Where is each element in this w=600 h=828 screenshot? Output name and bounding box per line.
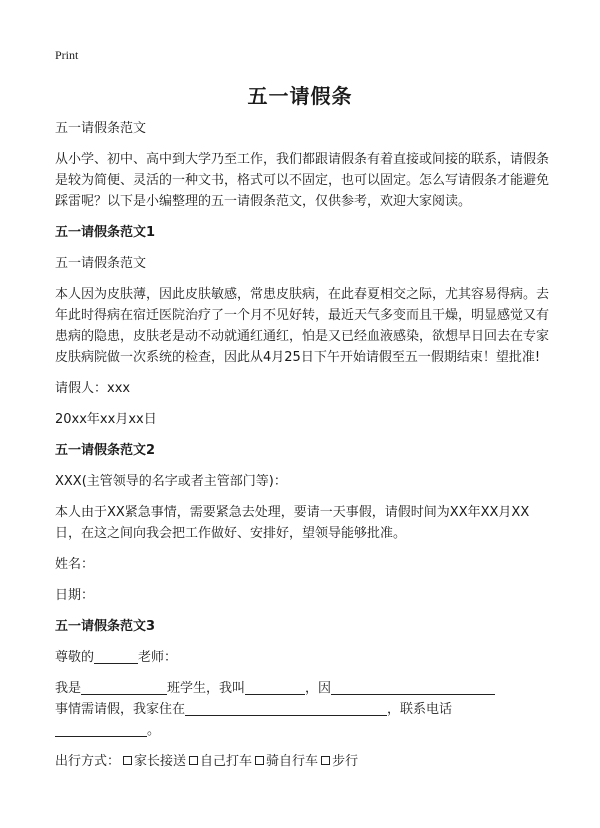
- print-link[interactable]: Print: [55, 48, 79, 62]
- sample2-date-label: 日期：: [55, 588, 95, 603]
- sample3-greeting: [55, 647, 550, 668]
- teacher-name-blank[interactable]: [94, 648, 138, 664]
- checkbox-walk[interactable]: [321, 756, 330, 765]
- form-line2-pre: 事情需请假，我家住在: [55, 702, 186, 717]
- sample1-subtitle: 五一请假条范文: [55, 256, 147, 271]
- travel-option-walk: 步行: [332, 754, 359, 769]
- sample3-heading: 五一请假条范文3: [55, 619, 156, 634]
- checkbox-bicycle[interactable]: [255, 756, 264, 765]
- form-line1-pre: 我是: [55, 681, 82, 696]
- checkbox-parent-pickup[interactable]: [123, 756, 132, 765]
- sample3-form: [55, 678, 550, 741]
- form-line1-class: 班学生，我叫: [167, 681, 246, 696]
- travel-option-parent-pickup: 家长接送: [134, 754, 187, 769]
- travel-option-bicycle: 骑自行车: [266, 754, 319, 769]
- class-blank[interactable]: [81, 679, 167, 695]
- form-line1-because: ，因: [305, 681, 332, 696]
- travel-label: 出行方式：: [55, 754, 121, 769]
- checkbox-taxi[interactable]: [189, 756, 198, 765]
- student-name-blank[interactable]: [245, 679, 305, 695]
- page-title: 五一请假条: [247, 84, 353, 108]
- intro-subtitle: 五一请假条范文: [55, 121, 147, 136]
- document-body: [55, 118, 550, 782]
- sample1-body: 本人因为皮肤薄，因此皮肤敏感，常患皮肤病，在此春夏相交之际，尤其容易得病。去年此时得病在宿迁医院治疗了一个月不见好转，最近天气多变而且干燥，明显感觉又有患病的隐患，皮肤老是动不动就通红通红，怕是又已经血液感染，欲想早日回去在专家皮肤病院做一次系统的检查，因此从4月25日下午开始请假至五一假期结束！望批准!: [55, 287, 550, 365]
- form-line3-end: 。: [147, 723, 161, 738]
- greeting-post: 老师：: [138, 650, 178, 665]
- reason-blank[interactable]: [331, 679, 495, 695]
- sample1-applicant: 请假人：xxx: [55, 381, 131, 396]
- travel-option-taxi: 自己打车: [200, 754, 253, 769]
- sample2-body: 本人由于XX紧急事情，需要紧急去处理，要请一天事假，请假时间为XX年XX月XX日，在这之间向我会把工作做好、安排好，望领导能够批准。: [55, 505, 530, 541]
- sample2-heading: 五一请假条范文2: [55, 443, 156, 458]
- address-blank[interactable]: [185, 700, 387, 716]
- sample2-name-label: 姓名：: [55, 557, 95, 572]
- intro-paragraph: 从小学、初中、高中到大学乃至工作，我们都跟请假条有着直接或间接的联系，请假条是较为简便、灵活的一种文书，格式可以不固定，也可以固定。怎么写请假条才能避免踩雷呢？以下是小编整理的五一请假条范文，仅供参考，欢迎大家阅读。: [55, 152, 550, 209]
- phone-blank[interactable]: [55, 721, 147, 737]
- form-line2-phone: ，联系电话: [387, 702, 453, 717]
- sample1-date: 20xx年xx月xx日: [55, 412, 157, 427]
- sample2-addressee: XXX(主管领导的名字或者主管部门等)：: [55, 474, 287, 489]
- sample1-heading: 五一请假条范文1: [55, 225, 156, 240]
- greeting-pre: 尊敬的: [55, 650, 95, 665]
- sample3-travel: [55, 751, 550, 772]
